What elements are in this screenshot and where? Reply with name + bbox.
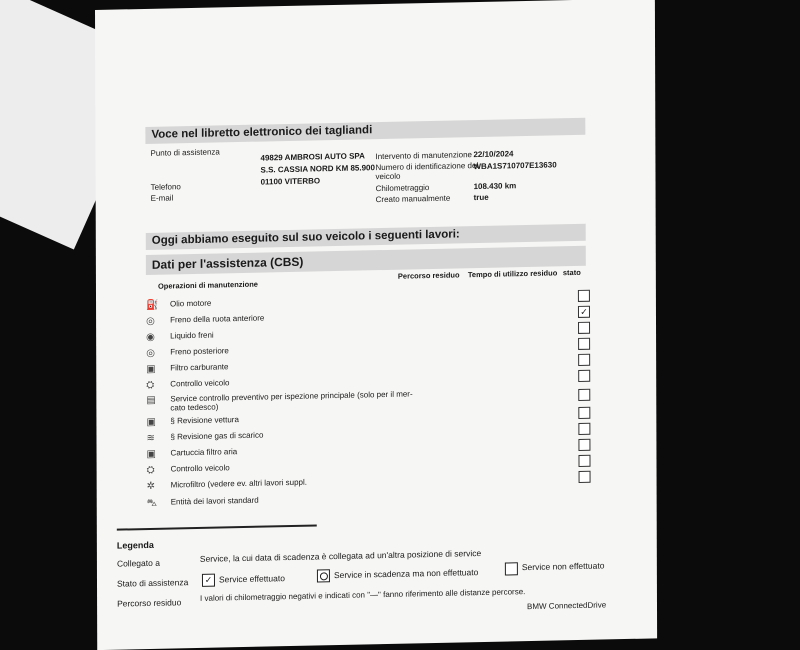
row-label-continued: cato tedesco) — [170, 402, 219, 413]
service-point-line-3: 01100 VITERBO — [260, 176, 321, 187]
legend-divider — [117, 524, 317, 530]
row-label: Entità dei lavori standard — [170, 495, 259, 507]
row-label: Cartuccia filtro aria — [170, 447, 238, 458]
oil-icon: ⛽ — [146, 299, 159, 311]
inspection-icon: ▤ — [146, 394, 156, 407]
status-checkbox[interactable] — [578, 407, 590, 419]
legend-status-label: Stato di assistenza — [116, 577, 189, 589]
manual-label: Creato manualmente — [375, 193, 451, 205]
status-checkbox[interactable] — [578, 338, 590, 350]
legend-title: Legenda — [116, 539, 154, 551]
vin-label-2: veicolo — [375, 171, 401, 182]
vehicle-check-icon: ⛭ — [146, 379, 155, 392]
exhaust-icon: ≋ — [146, 432, 155, 445]
col-time-header: Tempo di utilizzo residuo — [467, 268, 558, 280]
km-value: 108.430 km — [473, 181, 517, 192]
status-checkbox[interactable] — [578, 423, 590, 435]
row-label: § Revisione vettura — [170, 415, 239, 426]
row-label: Controllo veicolo — [170, 463, 230, 474]
col-operations-header: Operazioni di manutenzione — [157, 279, 258, 291]
legend-linked-text: Service, la cui data di scadenza è collegata ad un'altra posizione di service — [199, 548, 482, 564]
vin-label-1: Numero di identificazione del — [375, 161, 479, 173]
status-checkbox[interactable] — [578, 354, 590, 366]
front-brake-icon: ◎ — [146, 315, 155, 327]
section-title-work-done: Oggi abbiamo eseguito sul suo veicolo i seguenti lavori: — [146, 224, 586, 250]
legend-due-circle-box — [317, 569, 330, 582]
row-label: Olio motore — [169, 298, 212, 309]
status-checkbox[interactable] — [578, 290, 590, 302]
fuel-filter-icon: ▣ — [146, 363, 156, 376]
footer-fragment: BMW ConnectedDrive — [527, 600, 607, 612]
microfilter-icon: ✲ — [146, 480, 156, 493]
status-checkbox[interactable] — [579, 471, 591, 483]
row-label: Liquido freni — [170, 330, 214, 341]
legend-not-done-box — [505, 562, 518, 575]
legend-linked-label: Collegato a — [116, 557, 160, 569]
legend-due-label: Service in scadenza ma non effettuato — [333, 567, 479, 581]
legend-distance-label: Percorso residuo — [117, 597, 182, 609]
status-checkbox[interactable] — [578, 389, 590, 401]
vehicle-check-icon: ⛭ — [146, 464, 155, 477]
section-title-cbs: Dati per l'assistenza (CBS) — [146, 246, 586, 275]
status-checkbox[interactable] — [578, 455, 590, 467]
rear-brake-icon: ◎ — [146, 347, 155, 360]
row-label: Controllo veicolo — [170, 378, 230, 389]
legend-done-label: Service effettuato — [218, 573, 285, 585]
email-label: E-mail — [150, 193, 174, 203]
service-point-line-2: S.S. CASSIA NORD KM 85.900 — [260, 163, 375, 175]
service-record-page — [95, 0, 657, 650]
row-label: Microfiltro (vedere ev. altri lavori suppl. — [170, 477, 307, 490]
legend-distance-text: I valori di chilometraggio negativi e indicati con "—" fanno riferimento alle distanze percorse. — [200, 587, 526, 603]
vehicle-inspection-icon: ▣ — [146, 416, 156, 429]
vin-value: WBA1S710707E13630 — [473, 160, 557, 172]
service-point-line-1: 49829 AMBROSI AUTO SPA — [260, 151, 365, 163]
service-point-label: Punto di assistenza — [150, 147, 220, 158]
legend-done-checkbox: ✓ — [202, 574, 215, 587]
manual-value: true — [473, 192, 489, 203]
section-title-service-entry: Voce nel libretto elettronico dei tagliandi — [145, 118, 585, 144]
row-label: § Revisione gas di scarico — [170, 430, 264, 442]
row-label: Freno della ruota anteriore — [170, 313, 265, 325]
km-label: Chilometraggio — [375, 183, 430, 194]
row-label: Service controllo preventivo per ispezione principale (solo per il mer- — [170, 389, 413, 404]
legend-not-done-label: Service non effettuato — [521, 560, 605, 573]
status-checkbox[interactable] — [578, 439, 590, 451]
row-label: Filtro carburante — [170, 362, 229, 373]
maintenance-label: Intervento di manutenzione — [375, 150, 472, 162]
col-distance-header: Percorso residuo — [397, 270, 460, 281]
car-icon: ⛍ — [146, 497, 158, 510]
col-status-header: stato — [562, 267, 581, 278]
row-label: Freno posteriore — [170, 346, 229, 357]
status-checkbox[interactable] — [578, 322, 590, 334]
maintenance-date: 22/10/2024 — [473, 149, 514, 160]
air-filter-icon: ▣ — [146, 448, 157, 461]
status-checkbox-checked[interactable]: ✓ — [578, 306, 590, 318]
status-checkbox[interactable] — [578, 370, 590, 382]
phone-label: Telefono — [150, 182, 181, 192]
brake-fluid-icon: ◉ — [146, 331, 155, 344]
